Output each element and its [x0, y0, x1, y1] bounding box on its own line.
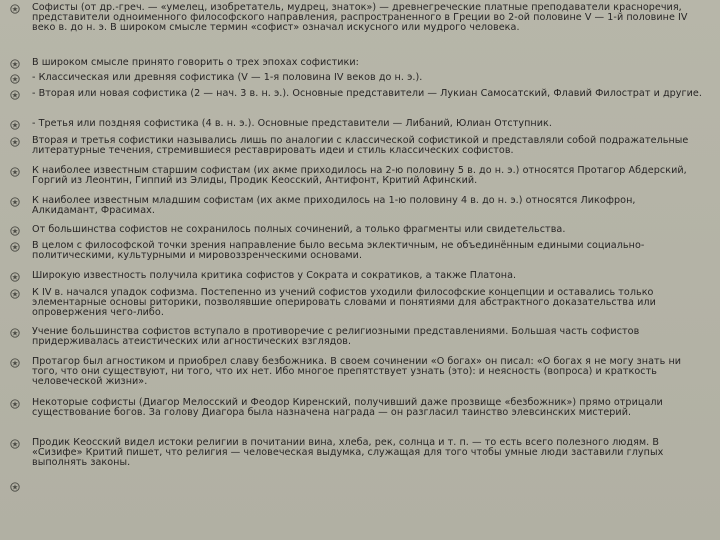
circled-star-bullet-icon [10, 399, 20, 409]
list-item-text: В широком смысле принято говорить о трех эпохах софистики: [32, 57, 359, 68]
list-item-text: Продик Кеосский видел истоки религии в почитании вина, хлеба, рек, солнца и т. п. — то есть всего полезного людям. В «Сизифе» Критий пишет, что религия — человеческая выдумка, служащая для того чтобы умные люди заставили глупых выполнять законы. [32, 437, 664, 469]
circled-star-bullet-icon [10, 328, 20, 338]
list-item-text: Вторая и третья софистики назывались лишь по аналогии с классической софистикой и представляли собой подражательные литературные течения, стремившиеся реставрировать идеи и стиль классических софистов. [32, 135, 689, 157]
circled-star-bullet-icon [10, 59, 20, 69]
circled-star-bullet-icon [10, 242, 20, 252]
list-item-text: К IV в. начался упадок софизма. Постепенно из учений софистов уходили философские концепции и оставались только элементарные основы риторики, позволявшие оперировать словами и понятиями для абстрактного доказательства или опровержения чего-либо. [32, 287, 656, 319]
circled-star-bullet-icon [10, 226, 20, 236]
list-item-text: - Третья или поздняя софистика (4 в. н. э.). Основные представители — Либаний, Юлиан Отступник. [32, 118, 552, 129]
list-item-text: Некоторые софисты (Диагор Мелосский и Феодор Киренский, получивший даже прозвище «безбожник») прямо отрицали существование богов. За голову Диагора была назначена награда — он разгласил таинство элевсинских мистерий. [32, 397, 663, 419]
list-item-text: - Классическая или древняя софистика (V — 1-я половина IV веков до н. э.). [32, 72, 423, 83]
circled-star-bullet-icon [10, 120, 20, 130]
list-item-text: - Вторая или новая софистика (2 — нач. 3 в. н. э.). Основные представители — Лукиан Самосатский, Флавий Филострат и другие. [32, 88, 702, 99]
circled-star-bullet-icon [10, 74, 20, 84]
circled-star-bullet-icon [10, 90, 20, 100]
circled-star-bullet-icon [10, 289, 20, 299]
circled-star-bullet-icon [10, 439, 20, 449]
circled-star-bullet-icon [10, 197, 20, 207]
list-item-text: Широкую известность получила критика софистов у Сократа и сократиков, а также Платона. [32, 270, 517, 281]
list-item-text: Учение большинства софистов вступало в противоречие с религиозными представлениями. Большая часть софистов придерживалась атеистических или агностических взглядов. [32, 326, 640, 348]
circled-star-bullet-icon [10, 272, 20, 282]
circled-star-bullet-icon [10, 4, 20, 14]
list-item-text: К наиболее известным старшим софистам (их акме приходилось на 2-ю половину 5 в. до н. э.) относятся Протагор Абдерский, Горгий из Леонтин, Гиппий из Элиды, Продик Кеосский, Антифонт, Критий Афинский. [32, 165, 687, 187]
circled-star-bullet-icon [10, 358, 20, 368]
circled-star-bullet-icon [10, 167, 20, 177]
list-item-text: К наиболее известным младшим софистам (их акме приходилось на 1-ю половину 4 в. до н. э.) относятся Ликофрон, Алкидамант, Фрасимах. [32, 195, 636, 217]
circled-star-bullet-icon [10, 137, 20, 147]
list-item-text: В целом с философской точки зрения направление было весьма эклектичным, не объединённым едиными социально-политическими, культурными и мировоззренческими основами. [32, 240, 645, 262]
list-item-text: От большинства софистов не сохранилось полных сочинений, а только фрагменты или свидетельства. [32, 224, 566, 235]
list-item-text: Протагор был агностиком и приобрел славу безбожника. В своем сочинении «О богах» он писал: «О богах я не могу знать ни того, что они существуют, ни того, что их нет. Ибо многое препятствует узнать (это): и неясность (вопроса) и краткость человеческой жизни». [32, 356, 682, 388]
list-item-text: Софисты (от др.-греч. — «умелец, изобретатель, мудрец, знаток») — древнегреческие платные преподаватели красноречия, представители одноименного философского направления, распространенного в Греции во 2-ой половине V — 1-й половине IV веко в. до н. э. В широком смысле термин «софист» означал искусного или мудрого человека. [32, 2, 688, 34]
circled-star-bullet-icon [10, 482, 20, 492]
